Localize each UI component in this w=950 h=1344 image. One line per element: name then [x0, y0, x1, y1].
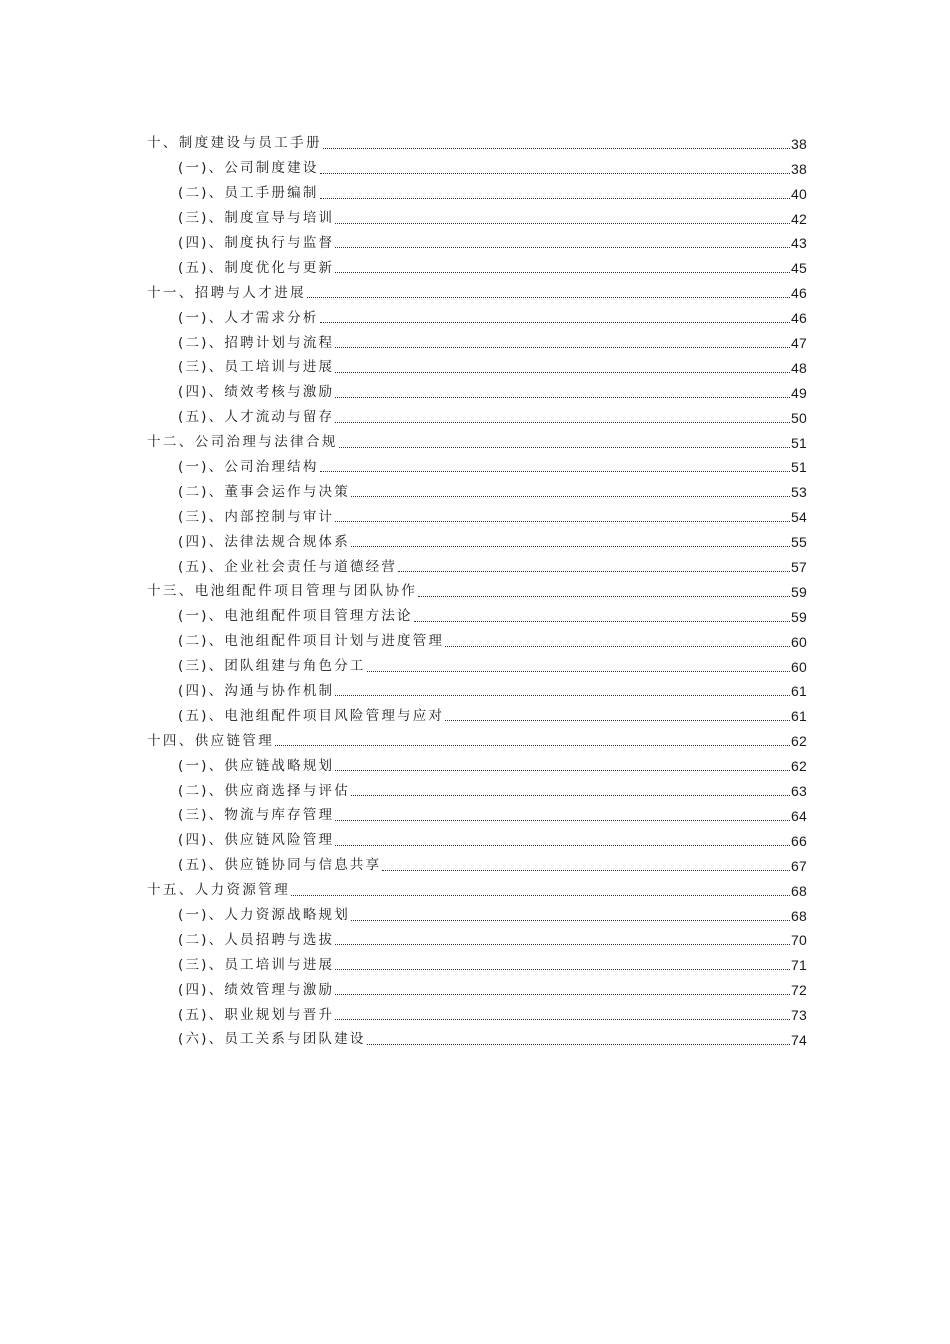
toc-dot-leader: [323, 147, 790, 149]
toc-page-number: 72: [791, 982, 807, 999]
toc-entry-title: (二)、人员招聘与选拔: [178, 931, 335, 948]
toc-page-number: 43: [791, 235, 807, 252]
toc-page-number: 45: [791, 260, 807, 277]
toc-dot-leader: [291, 894, 790, 896]
toc-entry-title: (二)、员工手册编制: [178, 185, 319, 202]
toc-page-number: 60: [791, 658, 807, 675]
toc-section-entry[interactable]: [147, 350, 807, 375]
toc-dot-leader: [335, 968, 790, 970]
toc-entry-title: (一)、人力资源战略规划: [178, 907, 350, 923]
toc-page-number: 62: [791, 733, 807, 750]
toc-entry-title: (三)、物流与库存管理: [178, 807, 335, 824]
toc-section-entry[interactable]: [147, 549, 807, 574]
toc-page-number: 66: [791, 832, 807, 849]
toc-dot-leader: [445, 645, 790, 647]
toc-entry-title: (一)、供应链战略规划: [178, 757, 335, 774]
toc-entry-title: (三)、内部控制与审计: [178, 508, 335, 525]
toc-dot-leader: [414, 620, 790, 622]
toc-dot-leader: [351, 495, 790, 497]
toc-entry-title: 十三、电池组配件项目管理与团队协作: [147, 583, 418, 600]
toc-dot-leader: [335, 520, 790, 522]
toc-page-number: 46: [791, 285, 807, 302]
toc-dot-leader: [335, 222, 790, 224]
toc-entry-title: (一)、公司制度建设: [178, 160, 319, 177]
toc-page-number: 74: [791, 1031, 807, 1048]
toc-page-number: 71: [791, 957, 807, 974]
toc-entry-title: (四)、绩效考核与激励: [178, 384, 335, 401]
toc-chapter-entry[interactable]: [147, 126, 807, 151]
toc-entry-title: (三)、团队组建与角色分工: [178, 658, 366, 675]
toc-page-number: 60: [791, 633, 807, 650]
toc-section-entry[interactable]: [147, 947, 807, 972]
toc-dot-leader: [320, 172, 790, 174]
toc-dot-leader: [335, 371, 790, 373]
toc-section-entry[interactable]: [147, 674, 807, 699]
toc-entry-title: (四)、制度执行与监督: [178, 234, 335, 251]
toc-entry-title: 十、制度建设与员工手册: [147, 135, 322, 152]
toc-dot-leader: [335, 396, 790, 398]
toc-page-number: 61: [791, 683, 807, 700]
toc-dot-leader: [335, 993, 790, 995]
toc-chapter-entry[interactable]: [147, 723, 807, 748]
toc-section-entry[interactable]: [147, 375, 807, 400]
toc-page-number: 38: [791, 160, 807, 177]
toc-dot-leader: [367, 1043, 790, 1045]
toc-section-entry[interactable]: [147, 201, 807, 226]
toc-section-entry[interactable]: [147, 474, 807, 499]
toc-entry-title: (二)、招聘计划与流程: [178, 334, 335, 351]
toc-entry-title: 十四、供应链管理: [147, 732, 275, 749]
toc-entry-title: (一)、人才需求分析: [178, 309, 319, 326]
toc-entry-title: (五)、制度优化与更新: [178, 259, 335, 276]
toc-section-entry[interactable]: [147, 624, 807, 649]
toc-section-entry[interactable]: [147, 649, 807, 674]
toc-page-number: 63: [791, 783, 807, 800]
toc-dot-leader: [335, 819, 790, 821]
toc-section-entry[interactable]: [147, 226, 807, 251]
toc-page-number: 46: [791, 310, 807, 327]
toc-entry-title: 十一、招聘与人才进展: [147, 284, 306, 301]
toc-section-entry[interactable]: [147, 176, 807, 201]
toc-page-number: 59: [791, 583, 807, 600]
toc-dot-leader: [320, 470, 790, 472]
toc-dot-leader: [320, 321, 790, 323]
toc-section-entry[interactable]: [147, 848, 807, 873]
toc-page-number: 38: [791, 135, 807, 152]
toc-page-number: 68: [791, 882, 807, 899]
toc-entry-title: (三)、员工培训与进展: [178, 359, 335, 376]
toc-section-entry[interactable]: [147, 823, 807, 848]
toc-page-number: 54: [791, 509, 807, 526]
toc-page-number: 70: [791, 932, 807, 949]
toc-dot-leader: [445, 719, 790, 721]
toc-entry-title: (四)、供应链风险管理: [178, 832, 335, 849]
toc-entry-title: (五)、电池组配件项目风险管理与应对: [178, 707, 445, 724]
toc-dot-leader: [320, 197, 790, 199]
toc-entry-title: (四)、沟通与协作机制: [178, 682, 335, 699]
toc-entry-title: (四)、绩效管理与激励: [178, 981, 335, 998]
toc-section-entry[interactable]: [147, 798, 807, 823]
toc-section-entry[interactable]: [147, 400, 807, 425]
toc-section-entry[interactable]: [147, 524, 807, 549]
toc-page-number: 64: [791, 807, 807, 824]
toc-entry-title: (一)、公司治理结构: [178, 458, 319, 475]
toc-dot-leader: [335, 271, 790, 273]
toc-page-number: 55: [791, 534, 807, 551]
toc-page-number: 50: [791, 409, 807, 426]
toc-entry-title: (五)、供应链协同与信息共享: [178, 857, 382, 874]
toc-page-number: 67: [791, 857, 807, 874]
toc-section-entry[interactable]: [147, 773, 807, 798]
toc-page-number: 48: [791, 359, 807, 376]
toc-page-number: 57: [791, 559, 807, 576]
toc-entry-title: 十二、公司治理与法律合规: [147, 434, 338, 451]
toc-page-number: 51: [791, 459, 807, 476]
toc-section-entry[interactable]: [147, 997, 807, 1022]
toc-page-number: 53: [791, 484, 807, 501]
toc-dot-leader: [335, 1018, 790, 1020]
toc-section-entry[interactable]: [147, 151, 807, 176]
toc-entry-title: (三)、制度宣导与培训: [178, 210, 335, 227]
toc-entry-title: (五)、人才流动与留存: [178, 409, 335, 426]
toc-section-entry[interactable]: [147, 898, 807, 923]
toc-section-entry[interactable]: [147, 325, 807, 350]
toc-dot-leader: [335, 844, 790, 846]
toc-section-entry[interactable]: [147, 972, 807, 997]
toc-dot-leader: [351, 545, 790, 547]
toc-dot-leader: [335, 421, 790, 423]
toc-chapter-entry[interactable]: [147, 275, 807, 300]
toc-section-entry[interactable]: [147, 250, 807, 275]
toc-entry-title: 十五、人力资源管理: [147, 882, 291, 899]
toc-chapter-entry[interactable]: [147, 873, 807, 898]
toc-dot-leader: [339, 446, 790, 448]
toc-entry-title: (二)、供应商选择与评估: [178, 782, 350, 799]
toc-entry-title: (二)、电池组配件项目计划与进度管理: [178, 633, 445, 650]
toc-section-entry[interactable]: [147, 450, 807, 475]
toc-dot-leader: [335, 346, 790, 348]
toc-dot-leader: [335, 769, 790, 771]
toc-section-entry[interactable]: [147, 300, 807, 325]
toc-section-entry[interactable]: [147, 1022, 807, 1047]
toc-dot-leader: [335, 943, 790, 945]
toc-dot-leader: [275, 744, 790, 746]
toc-page-number: 42: [791, 210, 807, 227]
toc-dot-leader: [351, 919, 790, 921]
toc-page-number: 40: [791, 185, 807, 202]
toc-entry-title: (二)、董事会运作与决策: [178, 483, 350, 500]
toc-dot-leader: [335, 246, 790, 248]
toc-page-number: 68: [791, 907, 807, 924]
toc-dot-leader: [351, 794, 790, 796]
toc-page-number: 59: [791, 608, 807, 625]
toc-section-entry[interactable]: [147, 698, 807, 723]
toc-entry-title: (一)、电池组配件项目管理方法论: [178, 608, 413, 625]
toc-entry-title: (五)、职业规划与晋升: [178, 1006, 335, 1023]
toc-section-entry[interactable]: [147, 748, 807, 773]
toc-entry-title: (五)、企业社会责任与道德经营: [178, 558, 398, 575]
toc-entry-title: (四)、法律法规合规体系: [178, 533, 350, 550]
toc-section-entry[interactable]: [147, 499, 807, 524]
toc-dot-leader: [367, 670, 790, 672]
toc-entry-title: (六)、员工关系与团队建设: [178, 1031, 366, 1048]
toc-chapter-entry[interactable]: [147, 574, 807, 599]
toc-dot-leader: [335, 694, 790, 696]
toc-dot-leader: [382, 869, 790, 871]
toc-entry-title: (三)、员工培训与进展: [178, 956, 335, 973]
toc-page-number: 62: [791, 758, 807, 775]
toc-page-number: 47: [791, 335, 807, 352]
toc-page-number: 51: [791, 434, 807, 451]
toc-chapter-entry[interactable]: [147, 425, 807, 450]
toc-page-number: 61: [791, 708, 807, 725]
toc-page-number: 73: [791, 1007, 807, 1024]
toc-dot-leader: [398, 570, 790, 572]
toc-page-number: 49: [791, 384, 807, 401]
toc-section-entry[interactable]: [147, 923, 807, 948]
toc-section-entry[interactable]: [147, 599, 807, 624]
toc-dot-leader: [418, 595, 790, 597]
toc-dot-leader: [307, 296, 790, 298]
table-of-contents: [147, 126, 807, 1047]
